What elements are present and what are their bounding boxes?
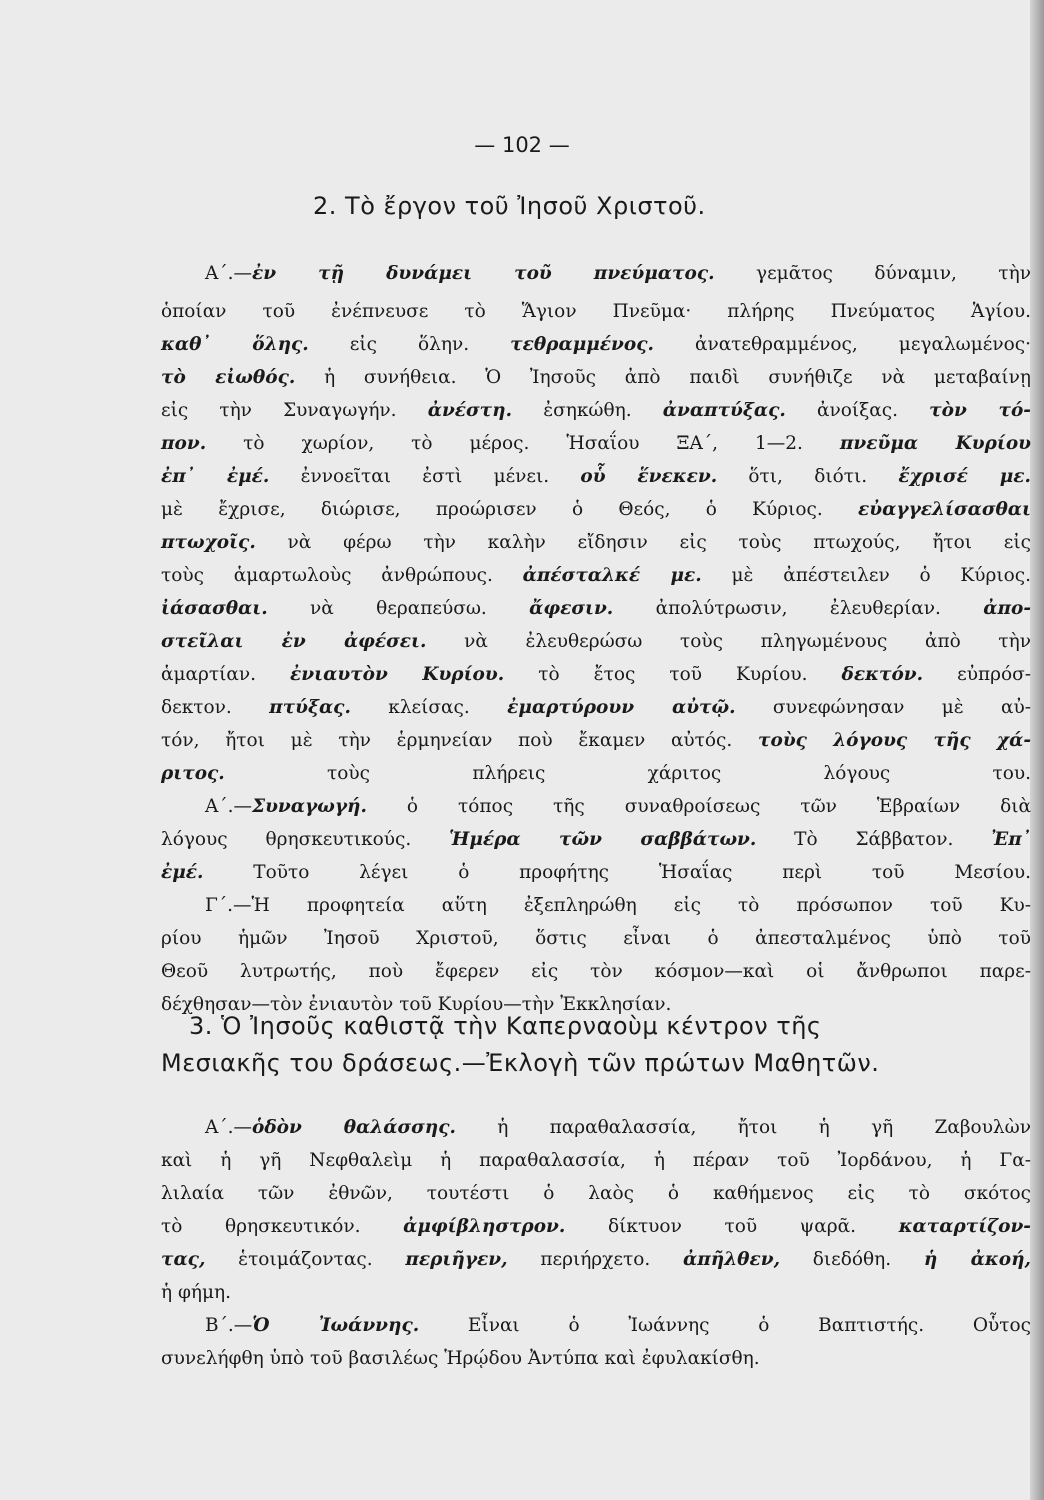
gloss-term: πτωχοῖς. <box>161 532 256 553</box>
page-number: — 102 — <box>474 133 570 157</box>
text-line <box>161 727 1031 755</box>
gloss-term: ἐνιαυτὸν Κυρίου. <box>290 664 505 685</box>
gloss-term: οὗ ἕνεκεν. <box>580 466 718 487</box>
gloss-term: τὸν τό- <box>929 400 1031 421</box>
gloss-term: ἔχρισέ με. <box>898 466 1031 487</box>
gloss-term: στεῖλαι ἐν ἀφέσει. <box>161 631 427 652</box>
gloss-text: εὐπρόσ- <box>923 664 1031 685</box>
gloss-term: ἀπέσταλκέ με. <box>522 565 702 586</box>
gloss-text: γεμᾶτος δύναμιν, τὴν <box>714 263 1031 284</box>
gloss-text: τὸ θρησκευτικόν. <box>161 1216 404 1237</box>
gloss-text: ἀνοίξας. <box>785 400 930 421</box>
text-line <box>161 1147 1031 1175</box>
section-heading: 3. Ὁ Ἰησοῦς καθιστᾷ τὴν Καπερναοὺμ κέντρον τῆς <box>189 1012 822 1040</box>
text-line <box>161 628 1031 656</box>
text-line <box>161 364 1031 392</box>
gloss-term: ἀναπτύξας. <box>662 400 786 421</box>
gloss-text: τὸ χωρίον, τὸ μέρος. Ἡσαΐου ΞΑ΄, 1—2. <box>206 433 840 454</box>
gloss-term: ἰάσασθαι. <box>161 598 268 619</box>
gloss-text: δεκτον. <box>161 697 270 718</box>
gloss-text: ἐσηκώθη. <box>512 400 663 421</box>
text-line <box>161 529 1031 557</box>
text-line <box>205 793 1031 821</box>
gloss-text: ἀπολύτρωσιν, ἐλευθερίαν. <box>613 598 984 619</box>
gloss-text: ὅτι, διότι. <box>717 466 899 487</box>
gloss-text: Α΄.— <box>205 1117 252 1138</box>
gloss-term: τεθραμμένος. <box>510 334 654 355</box>
gloss-text: Εἶναι ὁ Ἰωάννης ὁ Βαπτιστής. Οὗτος <box>419 1315 1031 1336</box>
gloss-text: ἁμαρτίαν. <box>161 664 291 685</box>
gloss-text: ὁποίαν τοῦ ἐνέπνευσε τὸ Ἅγιον Πνεῦμα· πλήρης Πνεύματος Ἁγίου. <box>161 301 1031 322</box>
gloss-text: Α΄.— <box>205 263 252 284</box>
gloss-text: εἰς τὴν Συναγωγήν. <box>161 400 428 421</box>
gloss-text: ἀνατεθραμμένος, μεγαλωμένος· <box>653 334 1031 355</box>
gloss-text: Τοῦτο λέγει ὁ προφήτης Ἡσαΐας περὶ τοῦ Μεσίου. <box>203 862 1031 883</box>
gloss-term: ἐπ᾽ ἐμέ. <box>161 466 270 487</box>
gloss-term: ἀμφίβληστρον. <box>403 1216 566 1237</box>
gloss-term: ἀπο- <box>983 598 1031 619</box>
gloss-term: ἡ ἀκοή, <box>923 1249 1031 1270</box>
gloss-text: Α΄.— <box>205 796 252 817</box>
text-line <box>161 1213 1031 1241</box>
gloss-term: πνεῦμα Κυρίου <box>839 433 1031 454</box>
gloss-text: μὲ ἔχρισε, διώρισε, προώρισεν ὁ Θεός, ὁ Κύριος. <box>161 499 859 520</box>
gloss-text: ἡ παραθαλασσία, ἤτοι ἡ γῆ Ζαβουλὼν <box>455 1117 1031 1138</box>
gloss-text: νὰ θεραπεύσω. <box>267 598 530 619</box>
gloss-text: ἡ φήμη. <box>161 1282 231 1303</box>
gloss-term: δεκτόν. <box>841 664 924 685</box>
text-line <box>161 463 1031 491</box>
text-line <box>161 562 1031 590</box>
gloss-text: τοὺς ἁμαρτωλοὺς ἀνθρώπους. <box>161 565 523 586</box>
gloss-term: εὐαγγελίσασθαι <box>858 499 1031 520</box>
gloss-text: ἐννοεῖται ἐστὶ μένει. <box>269 466 581 487</box>
gloss-term: πον. <box>161 433 207 454</box>
text-line <box>205 892 1031 920</box>
gloss-term: Ἡμέρα τῶν σαββάτων. <box>449 829 757 850</box>
gloss-term: περιῆγεν, <box>405 1249 508 1270</box>
gloss-text: ἡ συνήθεια. Ὁ Ἰησοῦς ἀπὸ παιδὶ συνήθιζε νὰ μεταβαίνῃ <box>295 367 1031 388</box>
gloss-text: μὲ ἀπέστειλεν ὁ Κύριος. <box>701 565 1031 586</box>
gloss-text: δίκτυον τοῦ ψαρᾶ. <box>565 1216 899 1237</box>
gloss-text: κλείσας. <box>350 697 508 718</box>
text-line <box>205 1312 1031 1340</box>
text-line <box>161 595 1031 623</box>
gloss-text: συνεφώνησαν μὲ αὐ- <box>735 697 1031 718</box>
text-line <box>161 1180 1031 1208</box>
page-edge-shadow <box>1030 0 1044 1500</box>
gloss-text: τόν, ἤτοι μὲ τὴν ἑρμηνείαν ποὺ ἔκαμεν αὐτός. <box>161 730 759 751</box>
gloss-term: πτύξας. <box>269 697 351 718</box>
section-heading: 2. Τὸ ἔργον τοῦ Ἰησοῦ Χριστοῦ. <box>313 192 706 220</box>
section-heading: Μεσιακῆς του δράσεως.—Ἐκλογὴ τῶν πρώτων Μαθητῶν. <box>161 1049 880 1077</box>
gloss-text: καὶ ἡ γῆ Νεφθαλεὶμ ἡ παραθαλασσία, ἡ πέραν τοῦ Ἰορδάνου, ἡ Γα- <box>161 1150 1031 1171</box>
text-line <box>161 826 1031 854</box>
gloss-term: ἀνέστη. <box>427 400 513 421</box>
gloss-term: ὁδὸν θαλάσσης. <box>252 1117 456 1138</box>
gloss-text: τὸ ἔτος τοῦ Κυρίου. <box>504 664 842 685</box>
text-line <box>161 331 1031 359</box>
gloss-term: ἀπῆλθεν, <box>682 1249 781 1270</box>
text-line <box>161 1279 1031 1307</box>
gloss-text: ρίου ἡμῶν Ἰησοῦ Χριστοῦ, ὅστις εἶναι ὁ ἀπεσταλμένος ὑπὸ τοῦ <box>161 928 1031 949</box>
text-line <box>161 430 1031 458</box>
gloss-text: λιλαία τῶν ἐθνῶν, τουτέστι ὁ λαὸς ὁ καθήμενος εἰς τὸ σκότος <box>161 1183 1031 1204</box>
text-line <box>161 760 1031 788</box>
gloss-term: ἐμαρτύρουν αὐτῷ. <box>507 697 736 718</box>
gloss-text: ἑτοιμάζοντας. <box>205 1249 406 1270</box>
text-line <box>161 925 1031 953</box>
gloss-term: Συναγωγή. <box>252 796 367 817</box>
gloss-term: ἐν τῇ δυνάμει τοῦ πνεύματος. <box>252 263 715 284</box>
text-line <box>161 859 1031 887</box>
gloss-text: Θεοῦ λυτρωτής, ποὺ ἔφερεν εἰς τὸν κόσμον—καὶ οἱ ἄνθρωποι παρε- <box>161 961 1031 982</box>
gloss-text: Β΄.— <box>205 1315 253 1336</box>
text-line <box>161 1345 1031 1373</box>
gloss-term: τὸ εἰωθός. <box>161 367 296 388</box>
gloss-text: περιήρχετο. <box>507 1249 683 1270</box>
gloss-text: εἰς ὅλην. <box>308 334 511 355</box>
gloss-text: συνελήφθη ὑπὸ τοῦ βασιλέως Ἡρῴδου Ἀντύπα καὶ ἐφυλακίσθη. <box>161 1348 760 1369</box>
text-line <box>161 397 1031 425</box>
text-line <box>161 694 1031 722</box>
text-line <box>161 496 1031 524</box>
gloss-term: ριτος. <box>161 763 225 784</box>
gloss-text: διεδόθη. <box>780 1249 924 1270</box>
gloss-term: τοὺς λόγους τῆς χά- <box>758 730 1031 751</box>
text-line <box>205 1114 1031 1142</box>
gloss-text: δέχθησαν—τὸν ἐνιαυτὸν τοῦ Κυρίου—τὴν Ἐκκλησίαν. <box>161 994 672 1015</box>
gloss-text: τοὺς πλήρεις χάριτος λόγους του. <box>224 763 1031 784</box>
gloss-term: Ὁ Ἰωάννης. <box>252 1315 420 1336</box>
gloss-term: Ἐπ᾽ <box>991 829 1031 850</box>
gloss-term: τας, <box>161 1249 206 1270</box>
gloss-term: ἄφεσιν. <box>529 598 614 619</box>
gloss-text: νὰ φέρω τὴν καλὴν εἴδησιν εἰς τοὺς πτωχούς, ἤτοι εἰς <box>255 532 1031 553</box>
text-line <box>161 298 1031 326</box>
gloss-text: Γ΄.—Ἡ προφητεία αὕτη ἐξεπληρώθη εἰς τὸ πρόσωπον τοῦ Κυ- <box>205 895 1031 916</box>
text-line <box>161 1246 1031 1274</box>
gloss-term: καθ᾽ ὅλης. <box>161 334 309 355</box>
gloss-term: ἐμέ. <box>161 862 204 883</box>
gloss-text: ὁ τόπος τῆς συναθροίσεως τῶν Ἑβραίων διὰ <box>366 796 1031 817</box>
text-line <box>161 661 1031 689</box>
gloss-text: νὰ ἐλευθερώσω τοὺς πληγωμένους ἀπὸ τὴν <box>426 631 1031 652</box>
text-line <box>161 958 1031 986</box>
gloss-text: Τὸ Σάββατον. <box>756 829 992 850</box>
gloss-term: καταρτίζον- <box>898 1216 1031 1237</box>
gloss-text: λόγους θρησκευτικούς. <box>161 829 450 850</box>
text-line <box>205 260 1031 288</box>
